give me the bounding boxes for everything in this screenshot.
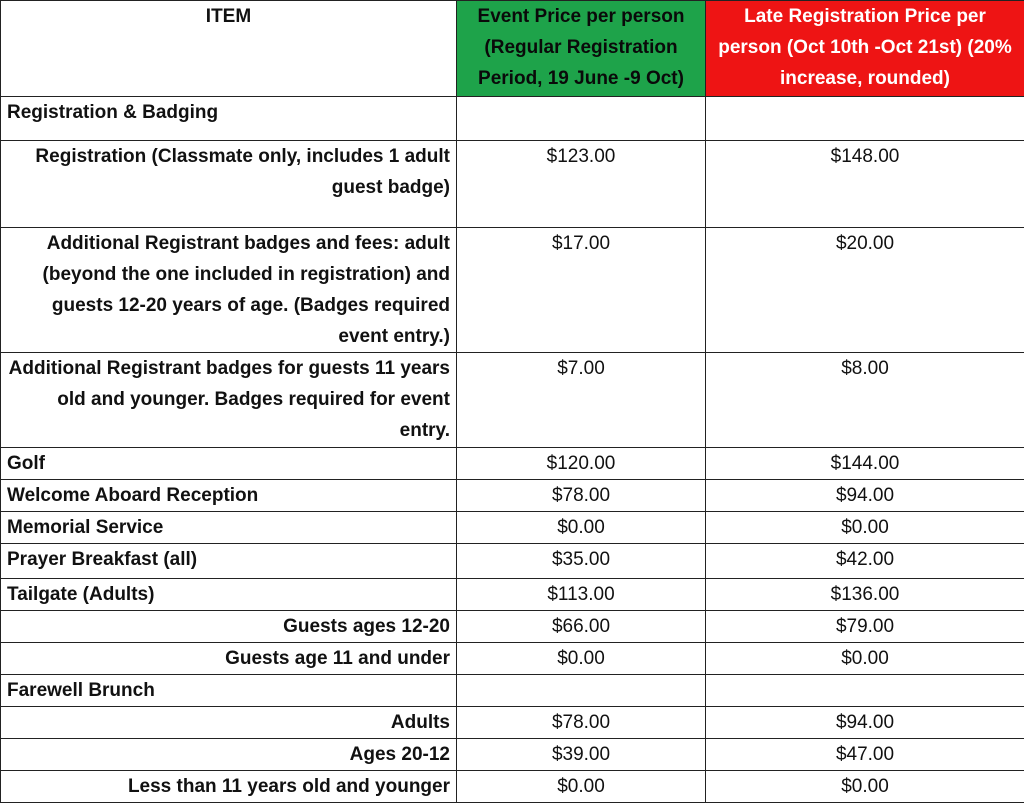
late-price: $0.00 — [706, 771, 1024, 803]
table-row-memorial-service — [1, 512, 1024, 544]
regular-price: $39.00 — [457, 739, 706, 771]
row-label: Registration (Classmate only, includes 1 adult guest badge) — [1, 141, 457, 228]
regular-price: $123.00 — [457, 141, 706, 228]
late-price — [706, 675, 1024, 707]
row-label: Additional Registrant badges and fees: adult (beyond the one included in registration) and guests 12-20 years of age. (Badges required event entry.) — [1, 228, 457, 353]
table-row-registration-badging — [1, 97, 1024, 141]
table-row-registration — [1, 141, 1024, 228]
table-row-welcome-aboard — [1, 480, 1024, 512]
table-row-tailgate-guests-11-under — [1, 643, 1024, 675]
row-label: Adults — [1, 707, 457, 739]
late-price: $136.00 — [706, 579, 1024, 611]
row-label: Registration & Badging — [1, 97, 457, 141]
regular-price — [457, 97, 706, 141]
regular-price: $113.00 — [457, 579, 706, 611]
header-row — [1, 1, 1024, 97]
late-price — [706, 97, 1024, 141]
regular-price: $35.00 — [457, 544, 706, 579]
row-label: Golf — [1, 448, 457, 480]
regular-price: $0.00 — [457, 771, 706, 803]
row-label: Prayer Breakfast (all) — [1, 544, 457, 579]
table-row-additional-adult — [1, 228, 1024, 353]
row-label: Tailgate (Adults) — [1, 579, 457, 611]
table-row-tailgate-adults — [1, 579, 1024, 611]
row-label: Guests age 11 and under — [1, 643, 457, 675]
regular-price: $7.00 — [457, 353, 706, 448]
row-label: Less than 11 years old and younger — [1, 771, 457, 803]
regular-price: $78.00 — [457, 480, 706, 512]
row-label: Welcome Aboard Reception — [1, 480, 457, 512]
regular-price: $120.00 — [457, 448, 706, 480]
row-label: Ages 20-12 — [1, 739, 457, 771]
row-label: Memorial Service — [1, 512, 457, 544]
regular-price: $0.00 — [457, 512, 706, 544]
header-late-price: Late Registration Price per person (Oct 10th -Oct 21st) (20% increase, rounded) — [706, 1, 1024, 97]
late-price: $20.00 — [706, 228, 1024, 353]
late-price: $47.00 — [706, 739, 1024, 771]
table-row-additional-child — [1, 353, 1024, 448]
table-row-tailgate-guests-12-20 — [1, 611, 1024, 643]
table-row-brunch-ages-20-12 — [1, 739, 1024, 771]
table-row-prayer-breakfast — [1, 544, 1024, 579]
late-price: $79.00 — [706, 611, 1024, 643]
late-price: $94.00 — [706, 707, 1024, 739]
late-price: $8.00 — [706, 353, 1024, 448]
header-item: ITEM — [1, 1, 457, 97]
row-label: Guests ages 12-20 — [1, 611, 457, 643]
regular-price — [457, 675, 706, 707]
late-price: $94.00 — [706, 480, 1024, 512]
table-row-golf — [1, 448, 1024, 480]
late-price: $148.00 — [706, 141, 1024, 228]
late-price: $144.00 — [706, 448, 1024, 480]
regular-price: $17.00 — [457, 228, 706, 353]
regular-price: $78.00 — [457, 707, 706, 739]
row-label: Farewell Brunch — [1, 675, 457, 707]
regular-price: $66.00 — [457, 611, 706, 643]
late-price: $0.00 — [706, 512, 1024, 544]
table-row-brunch-adults — [1, 707, 1024, 739]
table-row-brunch-under-11 — [1, 771, 1024, 803]
table-row-farewell-brunch — [1, 675, 1024, 707]
regular-price: $0.00 — [457, 643, 706, 675]
late-price: $42.00 — [706, 544, 1024, 579]
row-label: Additional Registrant badges for guests 11 years old and younger. Badges required for event entry. — [1, 353, 457, 448]
late-price: $0.00 — [706, 643, 1024, 675]
header-regular-price: Event Price per person (Regular Registration Period, 19 June -9 Oct) — [457, 1, 706, 97]
